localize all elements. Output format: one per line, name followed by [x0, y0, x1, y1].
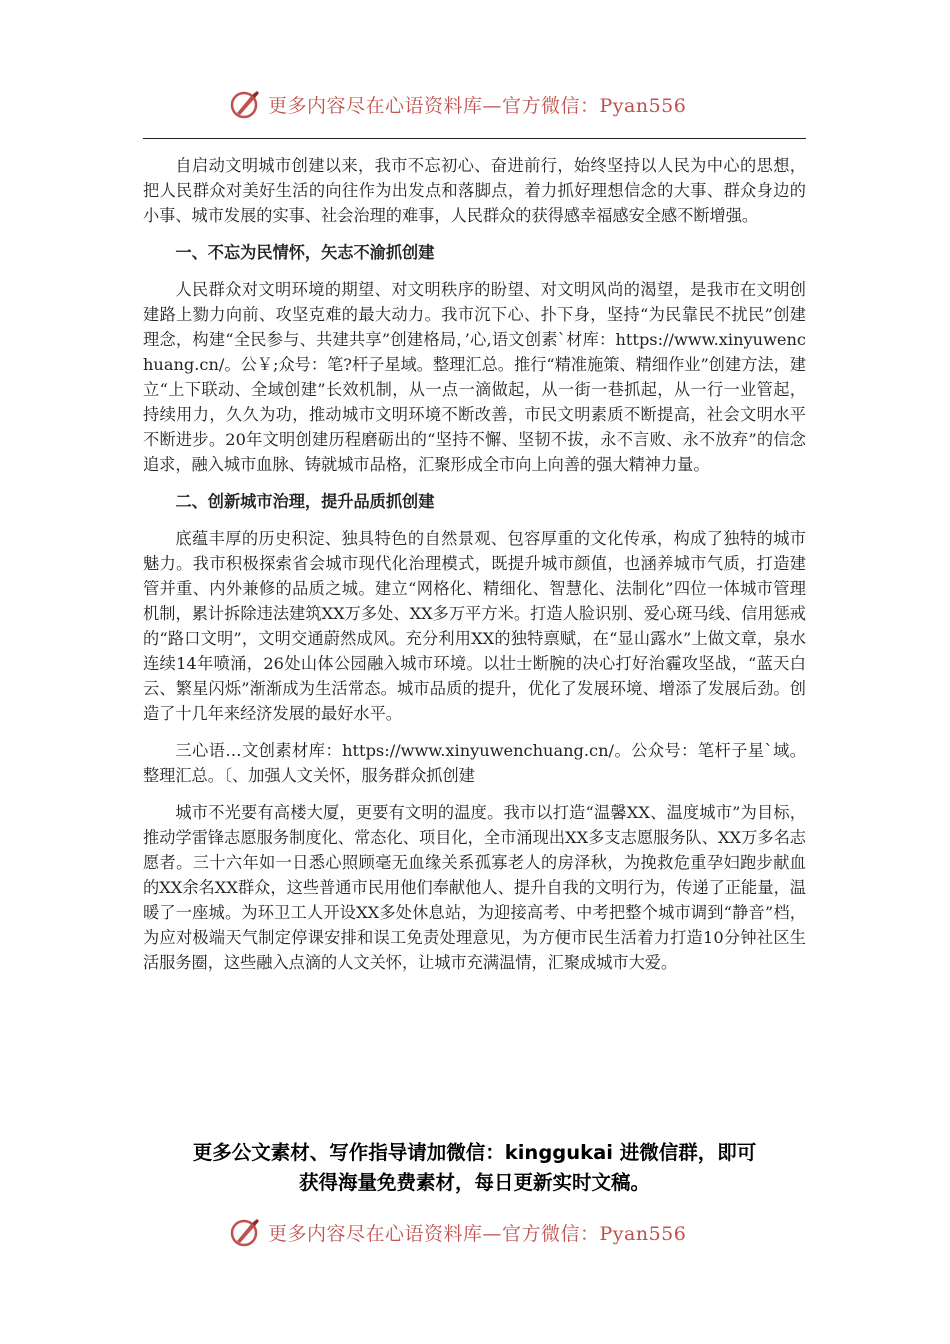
paragraph-section-3-heading: 三心语…文创素材库：https://www.xinyuwenchuang.cn/。公众号：笔杆子星`域。整理汇总。〔、加强人文关怀，服务群众抓创建: [143, 741, 806, 785]
header-divider: [143, 138, 806, 139]
paragraph-intro: 自启动文明城市创建以来，我市不忘初心、奋进前行，始终坚持以人民为中心的思想，把人民群众对美好生活的向往作为出发点和落脚点，着力抓好理想信念的大事、群众身边的小事、城市发展的实事、社会治理的难事，人民群众的获得感幸福感安全感不断增强。: [143, 156, 806, 225]
footer-watermark: [228, 1212, 748, 1252]
paragraph-section-3: 城市不光要有高楼大厦，更要有文明的温度。我市以打造“温馨XX、温度城市”为目标，推动学雷锋志愿服务制度化、常态化、项目化，全市涌现出XX多支志愿服务队、XX万多名志愿者。三十六年如一日悉心照顾毫无血缘关系孤寡老人的房泽秋，为挽救危重孕妇跑步献血的XX余名XX群众，这些普通市民用他们奉献他人、提升自我的文明行为，传递了正能量，温暖了一座城。为环卫工人开设XX多处休息站，为迎接高考、中考把整个城市调到“静音”档，为应对极端天气制定停课安排和误工免责处理意见，为方便市民生活着力打造10分钟社区生活服务圈，这些融入点滴的人文关怀，让城市充满温情，汇聚成城市大爱。: [143, 803, 806, 972]
footer-watermark-text: 更多内容尽在心语资料库—官方微信：Pyan556: [268, 1222, 687, 1245]
promo-line-2: 获得海量免费素材，每日更新实时文稿。: [298, 1171, 650, 1194]
pen-circle-icon: [228, 87, 262, 121]
promo-line-1: 更多公文素材、写作指导请加微信：kinggukai 进微信群，即可: [192, 1141, 757, 1164]
promo-block: [143, 1138, 806, 1198]
paragraph-section-1: 人民群众对文明环境的期望、对文明秩序的盼望、对文明风尚的渴望，是我市在文明创建路上勠力向前、攻坚克难的最大动力。我市沉下心、扑下身，坚持“为民靠民不扰民”创建理念，构建“全民参与、共建共享”创建格局，’心,语文创素`材库：https://www.xinyuwenchuang.cn/。公￥;众号：笔?杆子星域。整理汇总。推行“精准施策、精细作业”创建方法，建立“上下联动、全域创建”长效机制，从一点一滴做起，从一街一巷抓起，从一行一业管起，持续用力，久久为功，推动城市文明环境不断改善，市民文明素质不断提高，社会文明水平不断进步。20年文明创建历程磨砺出的“坚持不懈、坚韧不拔，永不言败、永不放弃”的信念追求，融入城市血脉、铸就城市品格，汇聚形成全市向上向善的强大精神力量。: [143, 280, 806, 474]
header-watermark-text: 更多内容尽在心语资料库—官方微信：Pyan556: [268, 94, 687, 117]
document-body: [143, 153, 806, 987]
section-heading-1: 一、不忘为民情怀，矢志不渝抓创建: [175, 243, 435, 262]
header-watermark: [228, 84, 748, 124]
pen-circle-icon: [228, 1215, 262, 1249]
section-heading-2: 二、创新城市治理，提升品质抓创建: [175, 492, 435, 511]
paragraph-section-2: 底蕴丰厚的历史积淀、独具特色的自然景观、包容厚重的文化传承，构成了独特的城市魅力。我市积极探索省会城市现代化治理模式，既提升城市颜值，也涵养城市气质，打造建管并重、内外兼修的品质之城。建立“网格化、精细化、智慧化、法制化”四位一体城市管理机制，累计拆除违法建筑XX万多处、XX多万平方米。打造人脸识别、爱心斑马线、信用惩戒的“路口文明”，文明交通蔚然成风。充分利用XX的独特禀赋，在“显山露水”上做文章，泉水连续14年喷涌，26处山体公园融入城市环境。以壮士断腕的决心打好治霾攻坚战，“蓝天白云、繁星闪烁”渐渐成为生活常态。城市品质的提升，优化了发展环境、增添了发展后劲。创造了十几年来经济发展的最好水平。: [143, 529, 806, 723]
